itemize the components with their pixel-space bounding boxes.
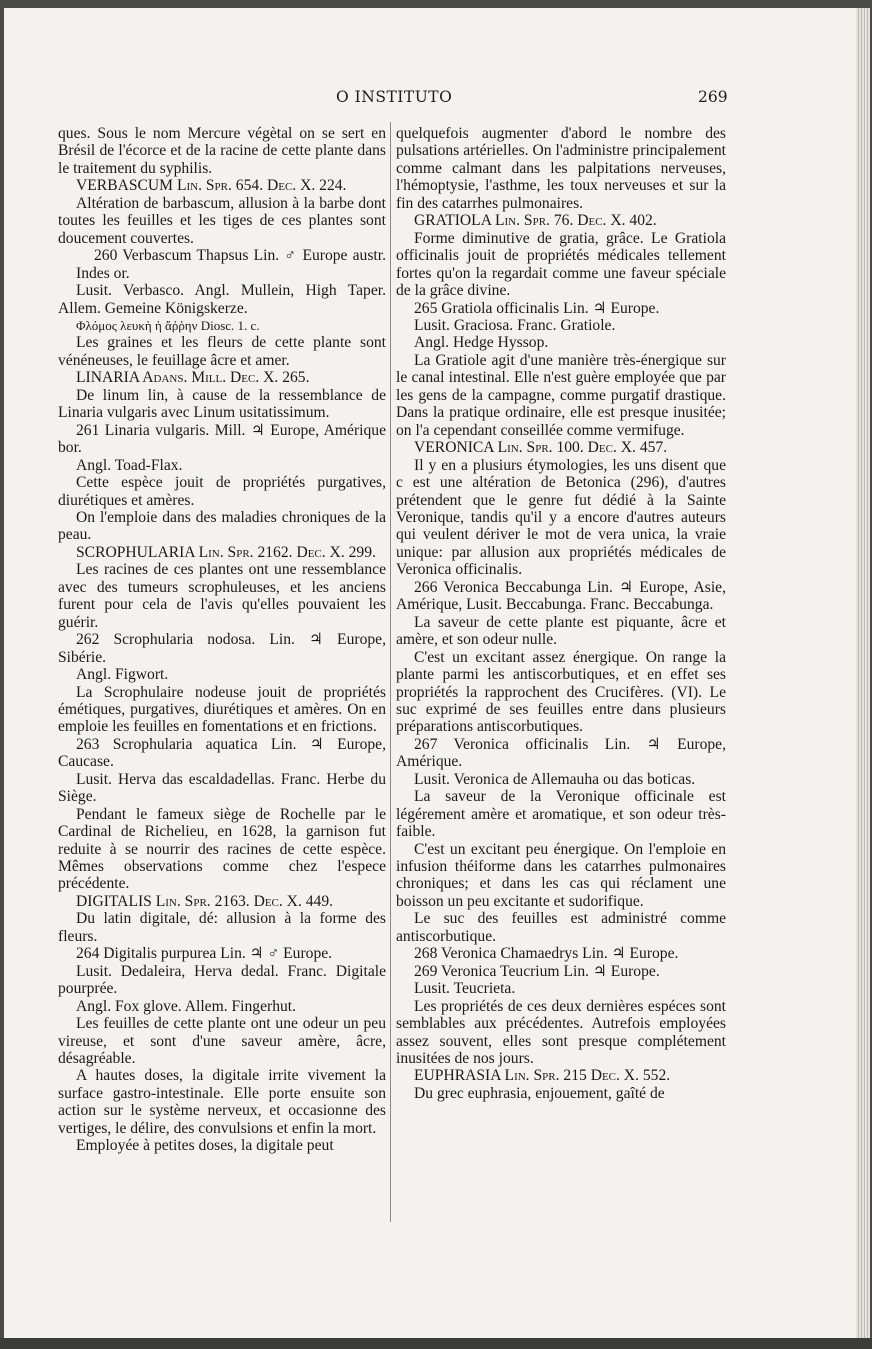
genus-heading: GRATIOLA Lin. Spr. 76. Dec. X. 402. bbox=[414, 212, 657, 230]
page-number: 269 bbox=[698, 88, 728, 106]
right-column bbox=[396, 125, 726, 1102]
genus-heading: SCROPHULARIA Lin. Spr. 2162. Dec. X. 299. bbox=[76, 543, 376, 561]
species-entry: 262 Scrophularia nodosa. Lin. ♃ Europe, Sibérie. bbox=[58, 631, 386, 666]
species-entry: 266 Veronica Beccabunga Lin. ♃ Europe, Asie, Amérique, Lusit. Beccabunga. Franc. Beccabunga. bbox=[396, 578, 726, 614]
page-header bbox=[4, 88, 856, 112]
species-entry: 268 Veronica Chamaedrys Lin. ♃ Europe. bbox=[414, 945, 679, 963]
greek-synonym: Φλόμος λευκὴ ἡ ἄῤῥην Diosc. 1. c. bbox=[76, 317, 260, 333]
running-title: O INSTITUTO bbox=[336, 88, 453, 106]
species-entry: 260 Verbascum Thapsus Lin. ♂ Europe austr. Indes or. bbox=[76, 247, 386, 282]
vernacular-names: Angl. Figwort. bbox=[76, 666, 169, 684]
paragraph: Les racines de ces plantes ont une ressemblance avec des tumeurs scrophuleuses, et les anciens furent pour cela de l'avis qu'elles pouvaient les guérir. bbox=[58, 561, 386, 631]
paragraph: Du grec euphrasia, enjouement, gaîté de bbox=[414, 1084, 665, 1102]
book-page bbox=[4, 8, 856, 1338]
genus-heading: LINARIA Adans. Mill. Dec. X. 265. bbox=[76, 369, 310, 387]
paragraph: Du latin digitale, dé: allusion à la forme des fleurs. bbox=[58, 910, 386, 945]
paragraph: La Scrophulaire nodeuse jouit de propriétés émétiques, purgatives, diurétiques et amères. On en emploie les feuilles en fomentations et en frictions. bbox=[58, 683, 386, 736]
vernacular-names: Lusit. Veronica de Allemauha ou das boticas. bbox=[414, 770, 696, 788]
paragraph: De linum lin, à cause de la ressemblance de Linaria vulgaris avec Linum usitatissimum. bbox=[58, 386, 386, 422]
vernacular-names: Lusit. Herva das escaldadellas. Franc. Herbe du Siège. bbox=[58, 770, 386, 806]
paragraph: La saveur de cette plante est piquante, âcre et amère, et son odeur nulle. bbox=[396, 613, 726, 649]
paragraph: Les feuilles de cette plante ont une odeur un peu vireuse, et sont d'une saveur amère, âcre, désagréable. bbox=[58, 1015, 386, 1068]
vernacular-names: Angl. Hedge Hyssop. bbox=[414, 334, 549, 352]
genus-heading: VERBASCUM Lin. Spr. 654. Dec. X. 224. bbox=[76, 177, 347, 195]
scan-border bbox=[0, 1338, 872, 1349]
paragraph: A hautes doses, la digitale irrite vivement la surface gastro-intestinale. Elle porte ensuite son action sur le système nerveux, et occasionne des vertiges, le délire, des convulsions et enfin la mort. bbox=[58, 1067, 386, 1137]
genus-heading: EUPHRASIA Lin. Spr. 215 Dec. X. 552. bbox=[414, 1067, 671, 1085]
vernacular-names: Angl. Fox glove. Allem. Fingerhut. bbox=[76, 997, 297, 1015]
paragraph: Altération de barbascum, allusion à la barbe dont toutes les feuilles et les tiges de ces plantes sont doucement couvertes. bbox=[58, 194, 386, 247]
page-stack-edge bbox=[856, 8, 870, 1338]
paragraph: Les graines et les fleurs de cette plante sont vénéneuses, le feuillage âcre et amer. bbox=[58, 334, 386, 369]
vernacular-names: Lusit. Teucrieta. bbox=[414, 980, 516, 998]
paragraph: ques. Sous le nom Mercure végètal on se sert en Brésil de l'écorce et de la racine de cette plante dans le traitement du syphilis. bbox=[58, 125, 386, 177]
paragraph: Il y en a plusiurs étymologies, les uns disent que c est une altération de Betonica (296), d'autres prétendent que le genre fut dédié à la Sainte Veronique, tandis qu'il y a encore d'autres auteurs qui veulent dériver le mot de vera unica, la vraie unique: par allusion aux propriétés médicales de Veronica officinalis. bbox=[396, 456, 726, 579]
species-entry: 264 Digitalis purpurea Lin. ♃ ♂ Europe. bbox=[76, 945, 333, 963]
paragraph: La Gratiole agit d'une manière très-énergique sur le canal intestinal. Elle n'est guère employée que par les gens de la campagne, comme purgatif drastique. Dans la pratique ordinaire, elle est presque inusitée; on l'a cependant conseillée comme vermifuge. bbox=[396, 351, 726, 439]
paragraph: C'est un excitant assez énergique. On range la plante parmi les antiscorbutiques, et en effet ses propriétés la rapprochent des Crucifères. (VI). Le suc exprimé de ses feuilles entre dans plusieurs préparations antiscorbutiques. bbox=[396, 648, 726, 736]
genus-heading: VERONICA Lin. Spr. 100. Dec. X. 457. bbox=[414, 439, 668, 457]
paragraph: C'est un excitant peu énergique. On l'emploie en infusion théiforme dans les catarrhes pulmonaires chroniques; et dans les cas qui réclament une boisson un peu excitante et sudorifique. bbox=[396, 840, 726, 910]
paragraph: Forme diminutive de gratia, grâce. Le Gratiola officinalis jouit de propriétés médicales tellement fortes qu'on la regardait comme une faveur spéciale de la grâce divine. bbox=[396, 229, 726, 300]
vernacular-names: Lusit. Graciosa. Franc. Gratiole. bbox=[414, 316, 616, 334]
species-entry: 267 Veronica officinalis Lin. ♃ Europe, Amérique. bbox=[396, 735, 726, 771]
paragraph: quelquefois augmenter d'abord le nombre des pulsations artérielles. On l'administre principalement comme calmant dans les palpitations nerveuses, l'hémoptysie, l'asthme, les toux nerveuses et sur la fin des catarrhes pulmonaires. bbox=[396, 125, 726, 212]
species-entry: 265 Gratiola officinalis Lin. ♃ Europe. bbox=[414, 299, 660, 317]
vernacular-names: Angl. Toad-Flax. bbox=[76, 456, 183, 474]
vernacular-names: Lusit. Dedaleira, Herva dedal. Franc. Digitale pourprée. bbox=[58, 962, 386, 998]
column-rule bbox=[390, 122, 391, 1222]
paragraph: La saveur de la Veronique officinale est légérement amère et aromatique, et son odeur très-faible. bbox=[396, 788, 726, 841]
left-column bbox=[58, 125, 386, 1155]
genus-heading: DIGITALIS Lin. Spr. 2163. Dec. X. 449. bbox=[76, 892, 334, 910]
species-entry: 269 Veronica Teucrium Lin. ♃ Europe. bbox=[414, 962, 660, 980]
paragraph: Les propriétés de ces deux dernières espéces sont semblables aux précédentes. Autrefois employées assez souvent, elles sont presque complétement inusitées de nos jours. bbox=[396, 997, 726, 1068]
paragraph: Le suc des feuilles est administré comme antiscorbutique. bbox=[396, 910, 726, 945]
paragraph: Pendant le fameux siège de Rochelle par le Cardinal de Richelieu, en 1628, la garnison fut reduite à se nourrir des racines de cette espèce. Mêmes observations comme chez l'espece précédente. bbox=[58, 805, 386, 893]
paragraph: On l'emploie dans des maladies chroniques de la peau. bbox=[58, 508, 386, 544]
vernacular-names: Lusit. Verbasco. Angl. Mullein, High Taper. Allem. Gemeine Königskerze. bbox=[58, 282, 386, 317]
paragraph: Employée à petites doses, la digitale peut bbox=[76, 1137, 334, 1155]
species-entry: 261 Linaria vulgaris. Mill. ♃ Europe, Amérique bor. bbox=[58, 421, 386, 457]
species-entry: 263 Scrophularia aquatica Lin. ♃ Europe, Caucase. bbox=[58, 735, 386, 771]
paragraph: Cette espèce jouit de propriétés purgatives, diurétiques et amères. bbox=[58, 474, 386, 509]
